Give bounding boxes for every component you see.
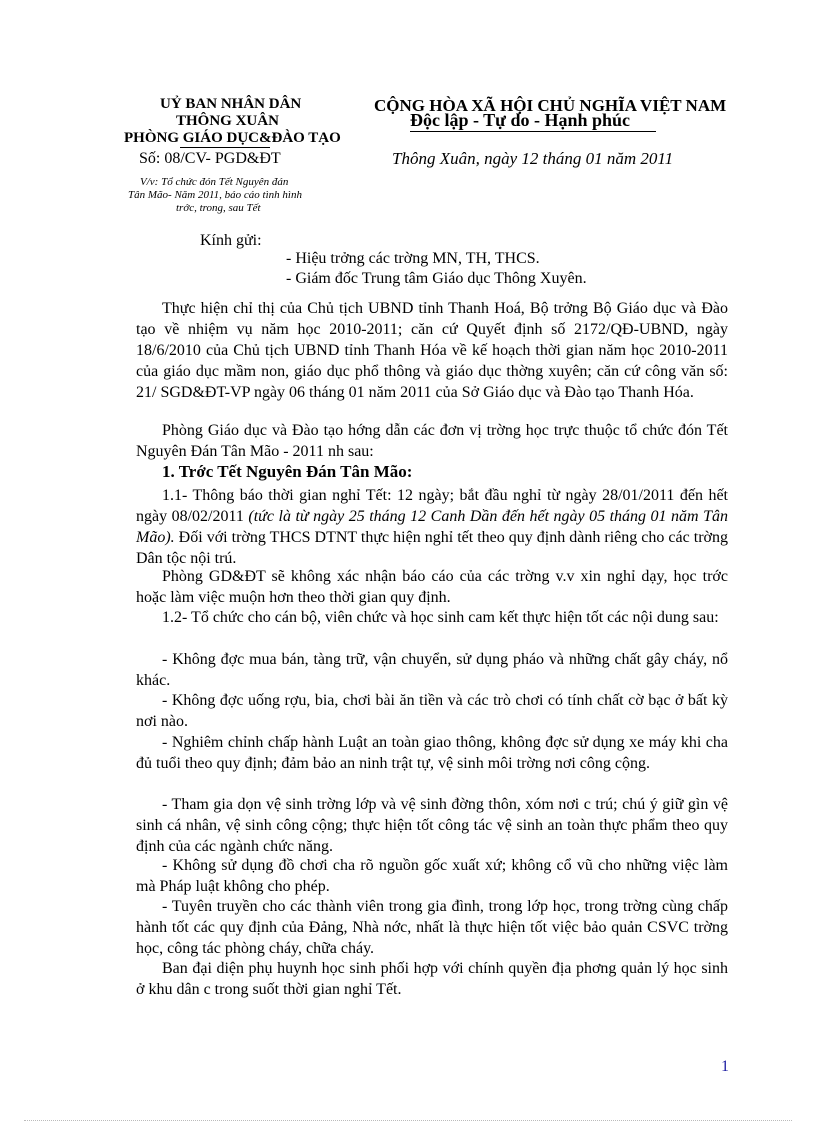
recipient-1: - Hiệu trởng các trờng MN, TH, THCS.	[286, 250, 540, 267]
recipient-2: - Giám đốc Trung tâm Giáo dục Thông Xuyên.	[286, 270, 587, 287]
subject-line2: Tân Mão- Năm 2011, báo cáo tình hình	[128, 189, 302, 201]
page-number: 1	[721, 1058, 729, 1075]
motto: Độc lập - Tự do - Hạnh phúc	[410, 110, 631, 130]
nation-title: CỘNG HÒA XÃ HỘI CHỦ NGHĨA VIỆT NAM	[374, 96, 727, 115]
bullet-fireworks: - Không đợc mua bán, tàng trữ, vận chuyển, sử dụng pháo và những chất gây cháy, nổ khác.	[136, 651, 728, 689]
bullet-propaganda: - Tuyên truyền cho các thành viên trong gia đình, trong lớp học, trong trờng cùng chấp hành tốt các quy định của Đảng, Nhà nớc, nhất là thực hiện tốt việc bảo quản CSVC trờng học, công tác phòng cháy, chữa cháy.	[136, 898, 728, 957]
p11-end: Đối với trờng THCS DTNT thực hiện nghỉ tết theo quy định dành riêng cho các trờng Dân tộc nội trú.	[136, 529, 728, 567]
org-name-line3: PHÒNG GIÁO DỤC&ĐÀO TẠO	[124, 130, 341, 146]
org-underline	[180, 147, 270, 148]
footer-divider	[24, 1120, 792, 1121]
p11-start: 1.1- Thông báo thời gian nghỉ Tết: 12 ngày; bắt đầu nghỉ từ ngày 28/01/2011 đến hết ngày 08/02/2011	[136, 487, 728, 525]
bullet-toys: - Không sử dụng đồ chơi cha rõ nguồn gốc xuất xứ; không cổ vũ cho những việc làm mà Pháp luật không cho phép.	[136, 857, 728, 895]
date-place: Thông Xuân, ngày 12 tháng 01 năm 2011	[392, 149, 674, 168]
section-1-title: 1. Trớc Tết Nguyên Đán Tân Mão:	[162, 462, 413, 481]
org-name-line1: UỶ BAN NHÂN DÂN	[160, 96, 302, 112]
org-name-line2: THÔNG XUÂN	[176, 113, 279, 129]
document-number: Số: 08/CV- PGD&ĐT	[139, 150, 281, 167]
paragraph-guidance: Phòng Giáo dục và Đào tạo hớng dẫn các đơn vị trờng học trực thuộc tổ chức đón Tết Nguyên Đán Tân Mão - 2011 nh sau:	[136, 422, 728, 460]
subject-line1: V/v: Tổ chức đón Tết Nguyên đán	[140, 176, 289, 188]
subject-line3: trớc, trong, sau Tết	[176, 202, 261, 214]
paragraph-no-confirm: Phòng GD&ĐT sẽ không xác nhận báo cáo của các trờng v.v xin nghỉ dạy, học trớc hoặc làm việc muộn hơn theo thời gian quy định.	[136, 568, 728, 606]
paragraph-parents: Ban đại diện phụ huynh học sinh phối hợp với chính quyền địa phơng quản lý học sinh ở khu dân c trong suốt thời gian nghỉ Tết.	[136, 960, 728, 998]
paragraph-1-2: 1.2- Tổ chức cho cán bộ, viên chức và học sinh cam kết thực hiện tốt các nội dung sau:	[162, 609, 719, 626]
motto-underline	[410, 131, 656, 132]
bullet-alcohol: - Không đợc uống rợu, bia, chơi bài ăn tiền và các trò chơi có tính chất cờ bạc ở bất kỳ nơi nào.	[136, 692, 728, 730]
paragraph-directive: Thực hiện chỉ thị của Chủ tịch UBND tỉnh Thanh Hoá, Bộ trởng Bộ Giáo dục và Đào tạo về nhiệm vụ năm học 2010-2011; căn cứ Quyết định số 2172/QĐ-UBND, ngày 18/6/2010 của Chủ tịch UBND tỉnh Thanh Hóa về kế hoạch thời gian năm học 2010-2011 của giáo dục mầm non, giáo dục phổ thông và giáo dục thờng xuyên; căn cứ công văn số: 21/ SGD&ĐT-VP ngày 06 tháng 01 năm 2011 của Sở Giáo dục và Đào tạo Thanh Hóa.	[136, 300, 728, 401]
recipients-label: Kính gửi:	[200, 232, 262, 249]
p11-italic: (tức là từ ngày 25 tháng 12 Canh Dần đến hết ngày 05 tháng 01 năm Tân Mão).	[136, 508, 729, 546]
bullet-hygiene: - Tham gia dọn vệ sinh trờng lớp và vệ sinh đờng thôn, xóm nơi c trú; chú ý giữ gìn vệ sinh cá nhân, vệ sinh công cộng; thực hiện tốt công tác vệ sinh an toàn thực phẩm theo quy định của các ngành chức năng.	[136, 796, 728, 855]
paragraph-1-1	[136, 485, 728, 569]
bullet-traffic: - Nghiêm chỉnh chấp hành Luật an toàn giao thông, không đợc sử dụng xe máy khi cha đủ tuổi theo quy định; đảm bảo an ninh trật tự, vệ sinh môi trờng nơi công cộng.	[136, 734, 728, 772]
